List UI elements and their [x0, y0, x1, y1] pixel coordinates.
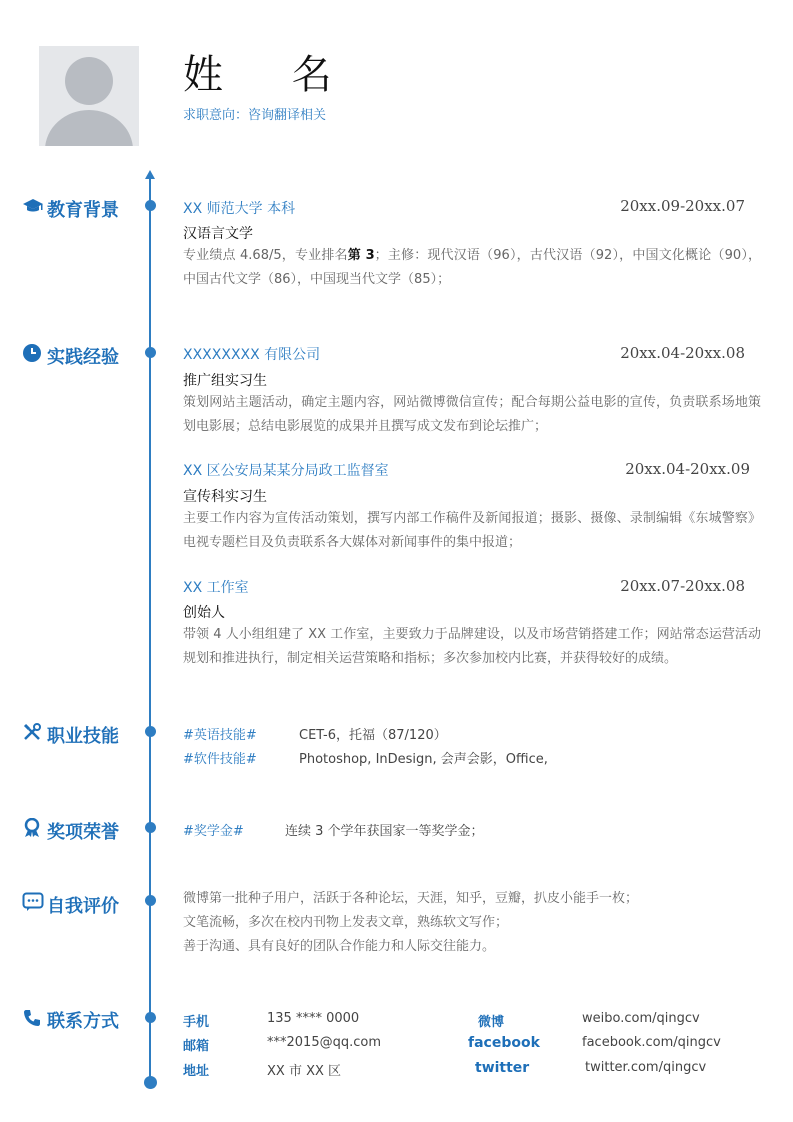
skill-value: CET-6，托福（87/120）	[299, 728, 447, 743]
education-school: XX 师范大学 本科	[183, 201, 296, 217]
timeline-dot	[145, 347, 156, 358]
experience-org: XX 工作室	[183, 580, 249, 596]
experience-date: 20xx.07-20xx.08	[620, 577, 745, 595]
chat-bubble-icon	[22, 892, 42, 912]
self-eval-line: 微博第一批种子用户，活跃于各种论坛，天涯，知乎，豆瓣，扒皮小能手一枚；	[183, 891, 639, 906]
candidate-name: 姓 名	[183, 52, 360, 98]
section-title-contact: 联系方式	[47, 1011, 119, 1032]
experience-date: 20xx.04-20xx.09	[625, 460, 750, 478]
section-title-education: 教育背景	[47, 200, 119, 221]
experience-org: XX 区公安局某某分局政工监督室	[183, 463, 389, 479]
contact-facebook-label: facebook	[468, 1035, 540, 1051]
skill-value: Photoshop, InDesign, 会声会影，Office,	[299, 752, 548, 767]
timeline-dot	[145, 822, 156, 833]
experience-role: 创始人	[183, 605, 225, 621]
experience-org: XXXXXXXX 有限公司	[183, 347, 321, 363]
experience-desc: 策划网站主题活动，确定主题内容，网站微博微信宣传；配合每期公益电影的宣传，负责联系场地策划电影展；总结电影展览的成果并且撰写成文发布到论坛推广；	[183, 395, 761, 434]
education-major: 汉语言文学	[183, 226, 253, 242]
contact-addr: XX 市 XX 区	[267, 1064, 342, 1079]
award-ribbon-icon	[22, 818, 42, 838]
job-intent: 求职意向：咨询翻译相关	[183, 108, 327, 123]
contact-email[interactable]: ***2015@qq.com	[267, 1035, 381, 1050]
contact-phone: 135 **** 0000	[267, 1011, 360, 1026]
experience-date: 20xx.04-20xx.08	[620, 344, 745, 362]
contact-email-label: 邮箱	[183, 1039, 210, 1054]
section-title-awards: 奖项荣誉	[47, 822, 119, 843]
contact-weibo-label: 微博	[478, 1015, 505, 1030]
phone-icon	[22, 1008, 42, 1028]
contact-twitter[interactable]: twitter.com/qingcv	[585, 1060, 707, 1075]
experience-desc: 带领 4 人小组组建了 XX 工作室，主要致力于品牌建设，以及市场营销搭建工作；网站常态运营活动规划和推进执行，制定相关运营策略和指标；多次参加校内比赛，并获得较好的成绩。	[183, 627, 761, 666]
timeline-line	[149, 176, 151, 1082]
contact-weibo[interactable]: weibo.com/qingcv	[582, 1011, 700, 1026]
award-value: 连续 3 个学年获国家一等奖学金；	[285, 824, 484, 839]
experience-role: 推广组实习生	[183, 373, 267, 389]
education-desc: 专业绩点 4.68/5，专业排名第 3；主修：现代汉语（96），古代汉语（92），中国文化概论（90），中国古代文学（86），中国现当代文学（85）；	[183, 248, 761, 287]
experience-desc: 主要工作内容为宣传活动策划，撰写内部工作稿件及新闻报道；摄影、摄像、录制编辑《东城警察》电视专题栏目及负责联系各大媒体对新闻事件的集中报道；	[183, 511, 761, 550]
award-tag: #奖学金#	[183, 824, 244, 839]
education-date: 20xx.09-20xx.07	[620, 197, 745, 215]
section-title-self: 自我评价	[47, 896, 119, 917]
timeline-dot	[145, 726, 156, 737]
contact-addr-label: 地址	[183, 1064, 210, 1079]
contact-twitter-label: twitter	[475, 1060, 530, 1076]
skill-tag: #软件技能#	[183, 752, 257, 767]
skill-tag: #英语技能#	[183, 728, 257, 743]
contact-phone-label: 手机	[183, 1015, 210, 1030]
experience-role: 宣传科实习生	[183, 489, 267, 505]
avatar	[39, 46, 139, 146]
self-eval-line: 善于沟通、具有良好的团队合作能力和人际交往能力。	[183, 939, 496, 954]
timeline-dot	[145, 200, 156, 211]
tools-icon	[22, 722, 42, 742]
timeline-dot	[145, 895, 156, 906]
clock-icon	[22, 343, 42, 363]
section-title-practice: 实践经验	[47, 347, 119, 368]
timeline-dot	[145, 1012, 156, 1023]
section-title-skills: 职业技能	[47, 726, 119, 747]
timeline-arrow-icon	[145, 170, 155, 179]
graduation-cap-icon	[22, 196, 42, 216]
contact-facebook[interactable]: facebook.com/qingcv	[582, 1035, 721, 1050]
self-eval-line: 文笔流畅，多次在校内刊物上发表文章，熟练软文写作；	[183, 915, 509, 930]
timeline-end-dot	[144, 1076, 157, 1089]
